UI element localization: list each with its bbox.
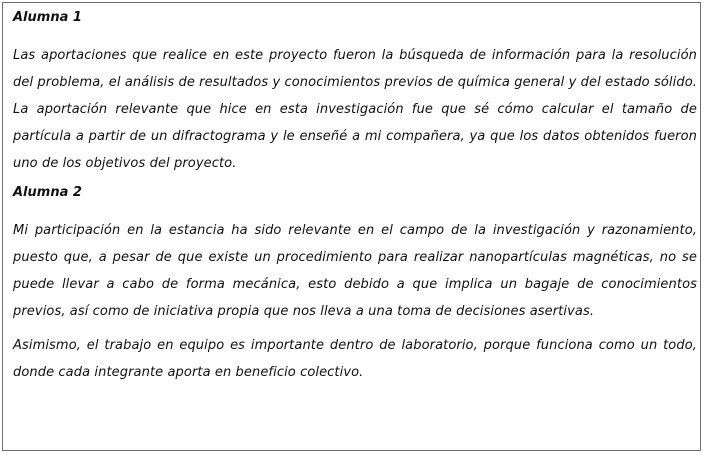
section-heading-alumna-1: Alumna 1 bbox=[13, 10, 82, 25]
paragraph-alumna-2-first: Mi participación en la estancia ha sido relevante en el campo de la investigación y razonamiento, puesto que, a pesar de que existe un procedimiento para realizar nanopartículas magnéticas, no se puede llevar a cabo de forma mecánica, esto debido a que implica un bagaje de conocimientos previos, así como de iniciativa propia que nos lleva a una toma de decisiones asertivas. bbox=[13, 223, 697, 319]
paragraph-alumna-1: Las aportaciones que realice en este proyecto fueron la búsqueda de información para la resolución del problema, el análisis de resultados y conocimientos previos de química general y del estado sólido. La aportación relevante que hice en esta investigación fue que sé cómo calcular el tamaño de partícula a partir de un difractograma y le enseñé a mi compañera, ya que los datos obtenidos fueron uno de los objetivos del proyecto. bbox=[13, 48, 697, 171]
document-frame bbox=[2, 2, 701, 451]
section-heading-alumna-2: Alumna 2 bbox=[13, 185, 82, 200]
document-content bbox=[13, 9, 697, 386]
paragraph-alumna-2-second: Asimismo, el trabajo en equipo es importante dentro de laboratorio, porque funciona como un todo, donde cada integrante aporta en beneficio colectivo. bbox=[13, 338, 697, 380]
